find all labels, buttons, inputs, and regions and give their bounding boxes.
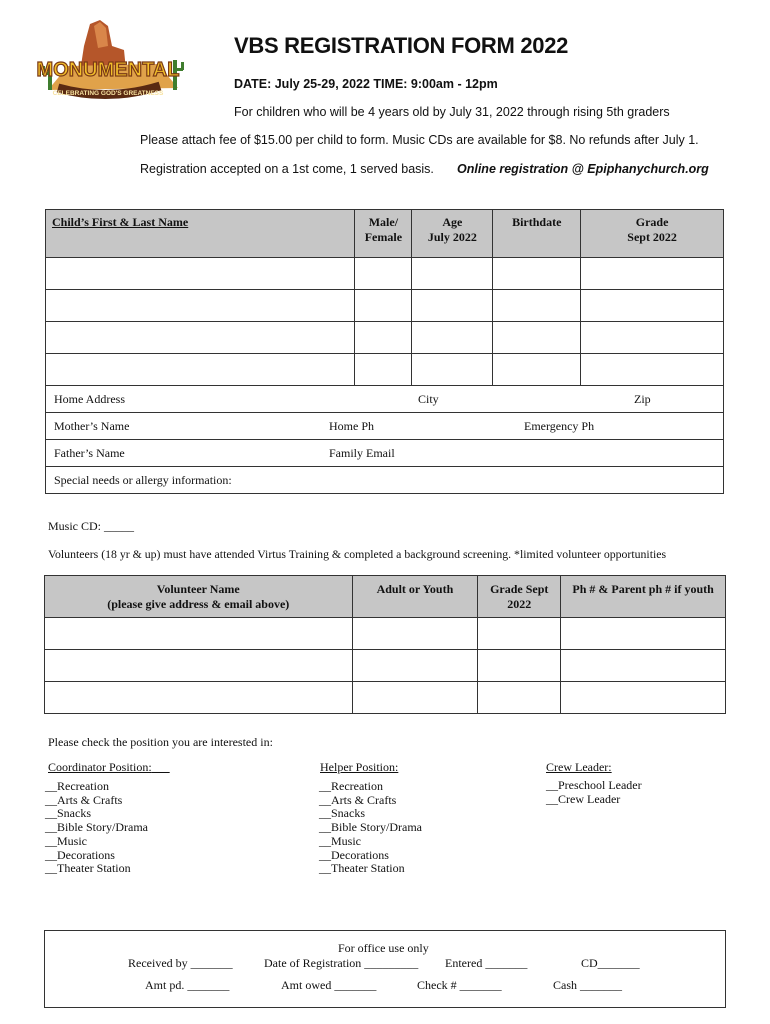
cd-field[interactable]: CD_______ xyxy=(581,956,640,970)
checkbox-option[interactable]: __Arts & Crafts xyxy=(45,792,123,807)
helper-title: Helper Position: xyxy=(320,760,399,774)
home-phone-label: Home Ph xyxy=(329,419,374,433)
col-sex: Male/ Female xyxy=(355,210,412,258)
table-row[interactable] xyxy=(46,290,724,322)
volunteer-note: Volunteers (18 yr & up) must have attended Virtus Training & completed a background screening. *limited volunteer opportunities xyxy=(48,547,667,561)
col-phone: Ph # & Parent ph # if youth xyxy=(561,576,726,618)
col-age: Age July 2022 xyxy=(412,210,493,258)
crew-list xyxy=(546,779,642,806)
cash-field[interactable]: Cash _______ xyxy=(553,978,622,992)
received-by-field[interactable]: Received by _______ xyxy=(128,956,233,970)
col-volunteer-grade: Grade Sept 2022 xyxy=(478,576,561,618)
checkbox-option[interactable]: __Decorations xyxy=(45,847,115,862)
amount-owed-field[interactable]: Amt owed _______ xyxy=(281,978,377,992)
table-row[interactable] xyxy=(46,322,724,354)
helper-list xyxy=(319,780,422,876)
checkbox-option[interactable]: __Snacks xyxy=(319,806,365,821)
home-address-field[interactable]: Home Address City Zip xyxy=(46,386,724,413)
checkbox-option[interactable]: __Decorations xyxy=(319,847,389,862)
zip-label: Zip xyxy=(634,392,651,406)
parent-father-field[interactable]: Father’s Name Family Email xyxy=(46,440,724,467)
table-row[interactable] xyxy=(45,682,726,714)
registration-basis-text: Registration accepted on a 1st come, 1 served basis. xyxy=(140,162,434,176)
city-label: City xyxy=(418,392,439,406)
entered-field[interactable]: Entered _______ xyxy=(445,956,528,970)
col-adult-youth: Adult or Youth xyxy=(352,576,478,618)
col-child-name: Child’s First & Last Name xyxy=(46,210,355,258)
event-date: DATE: July 25-29, 2022 TIME: 9:00am - 12pm xyxy=(234,77,498,91)
music-cd-field[interactable]: Music CD: _____ xyxy=(48,519,135,533)
table-row[interactable] xyxy=(46,258,724,290)
checkbox-option[interactable]: __Bible Story/Drama xyxy=(45,820,148,835)
check-number-field[interactable]: Check # _______ xyxy=(417,978,502,992)
office-title: For office use only xyxy=(338,941,429,955)
eligibility-text: For children who will be 4 years old by July 31, 2022 through rising 5th graders xyxy=(234,105,670,119)
checkbox-option[interactable]: __Crew Leader xyxy=(546,791,621,806)
form-title: VBS REGISTRATION FORM 2022 xyxy=(234,33,569,58)
table-row[interactable] xyxy=(45,650,726,682)
coordinator-title: Coordinator Position: xyxy=(48,760,152,774)
position-prompt: Please check the position you are interested in: xyxy=(48,735,273,749)
checkbox-option[interactable]: __Theater Station xyxy=(319,861,405,876)
date-of-registration-field[interactable]: Date of Registration _________ xyxy=(264,956,419,970)
parent-mother-field[interactable]: Mother’s Name Home Ph Emergency Ph xyxy=(46,413,724,440)
checkbox-option[interactable]: __Preschool Leader xyxy=(546,778,642,792)
child-registration-table xyxy=(45,209,724,494)
checkbox-option[interactable]: __Theater Station xyxy=(45,861,131,876)
table-row[interactable] xyxy=(46,354,724,386)
col-grade: Grade Sept 2022 xyxy=(581,210,724,258)
volunteer-table xyxy=(44,575,726,714)
coordinator-section xyxy=(48,760,170,779)
emergency-phone-label: Emergency Ph xyxy=(524,419,595,433)
checkbox-option[interactable]: __Recreation xyxy=(319,779,383,793)
col-birthdate: Birthdate xyxy=(493,210,581,258)
fee-text: Please attach fee of $15.00 per child to form. Music CDs are available for $8. No refunds after July 1. xyxy=(140,133,699,147)
checkbox-option[interactable]: __Bible Story/Drama xyxy=(319,820,422,835)
checkbox-option[interactable]: __Recreation xyxy=(45,779,109,793)
checkbox-option[interactable]: __Music xyxy=(45,833,87,848)
family-email-label: Family Email xyxy=(329,446,395,460)
online-registration-text: Online registration @ Epiphanychurch.org xyxy=(457,162,709,176)
table-row[interactable] xyxy=(45,618,726,650)
amount-paid-field[interactable]: Amt pd. _______ xyxy=(145,978,230,992)
monumental-logo xyxy=(28,16,188,108)
special-needs-field[interactable]: Special needs or allergy information: xyxy=(46,467,724,494)
col-volunteer-name: Volunteer Name (please give address & email above) xyxy=(45,576,353,618)
checkbox-option[interactable]: __Arts & Crafts xyxy=(319,792,397,807)
checkbox-option[interactable]: __Snacks xyxy=(45,806,91,821)
svg-text:CELEBRATING GOD'S GREATNESS: CELEBRATING GOD'S GREATNESS xyxy=(52,90,164,97)
coordinator-list xyxy=(45,780,148,876)
crew-title: Crew Leader: xyxy=(546,760,612,774)
svg-text:MONUMENTAL: MONUMENTAL xyxy=(36,59,180,81)
checkbox-option[interactable]: __Music xyxy=(319,833,361,848)
